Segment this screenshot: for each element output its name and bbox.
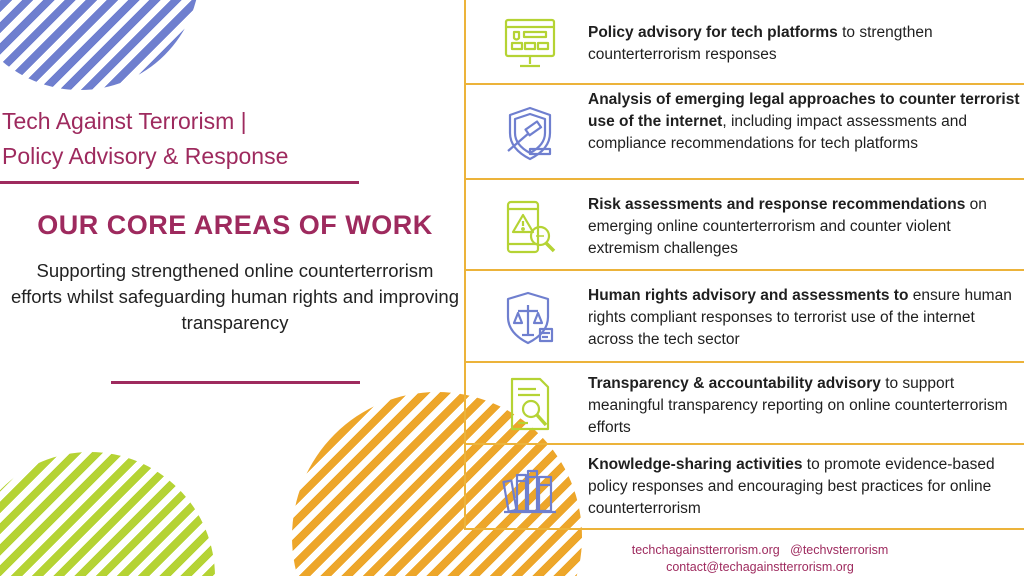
area-bold-text: Human rights advisory and assessments to	[588, 287, 909, 304]
document-search-icon	[498, 373, 562, 437]
area-rest-text: to strengthen counterterrorism responses	[588, 24, 933, 63]
footer-line1	[560, 542, 960, 559]
area-rest-text: to promote evidence-based policy responses and encouraging best practices for online counterterrorism	[588, 456, 995, 517]
area-item-transparency	[466, 363, 1024, 445]
shield-gavel-icon	[498, 101, 562, 165]
area-rest-text: to support meaningful transparency reporting on online counterterrorism efforts	[588, 375, 1008, 436]
core-areas-subtitle: Supporting strengthened online counterterrorism efforts whilst safeguarding human rights and improving transparency	[10, 260, 459, 333]
area-rest-text: , including impact assessments and compliance recommendations for tech platforms	[588, 113, 968, 152]
subtitle-underline	[111, 381, 360, 384]
area-text	[588, 454, 1022, 520]
social-handle[interactable]: @techvsterrorism	[790, 543, 889, 557]
contact-footer	[560, 542, 960, 576]
area-item-legal-analysis	[466, 85, 1024, 180]
area-item-knowledge-sharing	[466, 445, 1024, 530]
title-underline	[0, 181, 359, 184]
area-rest-text: ensure human rights compliant responses to terrorist use of the internet across the tech sector	[588, 287, 1012, 348]
area-text	[588, 89, 1022, 155]
left-panel	[0, 0, 465, 576]
org-title-line2: Policy Advisory & Response	[2, 143, 289, 169]
shield-scales-icon	[498, 287, 562, 351]
website-link[interactable]: techchagainstterrorism.org	[631, 543, 780, 557]
area-bold-text: Knowledge-sharing activities	[588, 456, 803, 473]
dashboard-monitor-icon	[498, 12, 562, 76]
org-title-line1: Tech Against Terrorism |	[2, 108, 247, 134]
area-item-risk-assessments	[466, 180, 1024, 271]
org-title	[2, 104, 442, 174]
area-rest-text: on emerging online counterterrorism and counter violent extremism challenges	[588, 196, 987, 257]
phone-warning-icon	[498, 196, 562, 260]
area-item-policy-advisory	[466, 0, 1024, 85]
area-text	[588, 373, 1022, 439]
area-text	[588, 194, 1022, 260]
area-bold-text: Analysis of emerging legal approaches to counter terrorist use of the internet	[588, 91, 1020, 130]
area-bold-text: Policy advisory for tech platforms	[588, 24, 838, 41]
area-bold-text: Risk assessments and response recommendations	[588, 196, 966, 213]
area-item-human-rights	[466, 271, 1024, 363]
area-bold-text: Transparency & accountability advisory	[588, 375, 881, 392]
area-text	[588, 285, 1022, 351]
core-areas-heading: OUR CORE AREAS OF WORK	[37, 210, 433, 240]
area-text	[588, 22, 1022, 66]
email-link[interactable]: contact@techagainstterrorism.org	[666, 560, 854, 574]
books-icon	[498, 457, 562, 521]
